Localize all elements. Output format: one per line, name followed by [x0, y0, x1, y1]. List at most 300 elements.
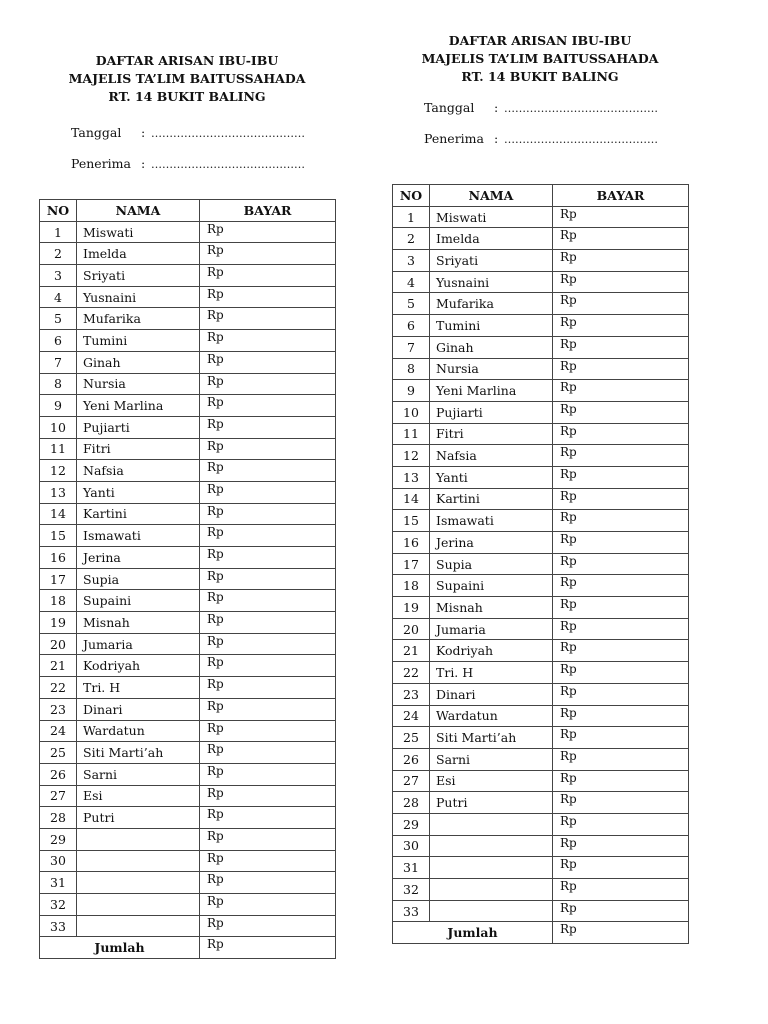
meta-fields	[39, 125, 335, 187]
member-table	[392, 184, 689, 944]
table-row	[40, 525, 336, 547]
penerima-label: Penerima	[71, 156, 131, 171]
table-row	[393, 358, 689, 380]
table-row	[393, 575, 689, 597]
table-row	[393, 770, 689, 792]
row-number: 17	[40, 568, 77, 590]
row-name: Yusnaini	[77, 286, 200, 308]
row-number: 7	[40, 351, 77, 373]
row-name: Imelda	[430, 228, 553, 250]
table-row	[40, 438, 336, 460]
sheet-heading	[392, 32, 688, 86]
row-bayar[interactable]: Rp	[553, 445, 689, 467]
row-bayar[interactable]: Rp	[553, 792, 689, 814]
row-name	[430, 835, 553, 857]
row-name: Tri. H	[430, 662, 553, 684]
table-row	[393, 423, 689, 445]
row-number: 1	[393, 206, 430, 228]
table-row	[40, 872, 336, 894]
table-row	[393, 748, 689, 770]
row-bayar[interactable]: Rp	[200, 894, 336, 916]
row-bayar[interactable]: Rp	[200, 286, 336, 308]
row-number: 20	[40, 633, 77, 655]
row-number: 4	[393, 271, 430, 293]
row-bayar[interactable]: Rp	[553, 315, 689, 337]
row-name: Putri	[77, 807, 200, 829]
title-line-2: MAJELIS TA’LIM BAITUSSAHADA	[421, 51, 659, 66]
row-number: 9	[393, 380, 430, 402]
row-name: Dinari	[77, 698, 200, 720]
table-row	[393, 835, 689, 857]
tanggal-separator: :	[141, 125, 146, 140]
row-number: 17	[393, 553, 430, 575]
row-number: 9	[40, 395, 77, 417]
row-bayar[interactable]: Rp	[200, 655, 336, 677]
row-name: Jerina	[77, 547, 200, 569]
row-number: 30	[40, 850, 77, 872]
table-row	[40, 330, 336, 352]
row-name: Fitri	[430, 423, 553, 445]
total-label: Jumlah	[40, 937, 200, 959]
title-line-1: DAFTAR ARISAN IBU-IBU	[448, 33, 632, 48]
row-bayar[interactable]: Rp	[553, 510, 689, 532]
row-name: Sriyati	[430, 250, 553, 272]
header-no: NO	[40, 200, 77, 222]
row-bayar[interactable]: Rp	[553, 597, 689, 619]
row-bayar[interactable]: Rp	[553, 662, 689, 684]
table-row	[393, 683, 689, 705]
row-name: Miswati	[77, 221, 200, 243]
table-row	[40, 481, 336, 503]
row-bayar[interactable]: Rp	[200, 221, 336, 243]
row-number: 5	[40, 308, 77, 330]
row-name: Yeni Marlina	[430, 380, 553, 402]
row-name: Miswati	[430, 206, 553, 228]
penerima-label: Penerima	[424, 131, 484, 146]
row-number: 31	[40, 872, 77, 894]
row-bayar[interactable]: Rp	[553, 380, 689, 402]
row-name: Jerina	[430, 532, 553, 554]
row-name: Kartini	[430, 488, 553, 510]
row-name: Nafsia	[430, 445, 553, 467]
row-bayar[interactable]: Rp	[200, 742, 336, 764]
table-row	[40, 590, 336, 612]
table-row	[393, 553, 689, 575]
row-number: 16	[40, 547, 77, 569]
tanggal-separator: :	[494, 100, 499, 115]
header-bayar: BAYAR	[553, 185, 689, 207]
row-number: 16	[393, 532, 430, 554]
sheet-heading	[39, 52, 335, 106]
row-name	[430, 900, 553, 922]
row-number: 2	[393, 228, 430, 250]
table-row	[40, 894, 336, 916]
member-rows	[393, 206, 689, 922]
row-number: 25	[40, 742, 77, 764]
table-header-row	[393, 185, 689, 207]
row-number: 32	[40, 894, 77, 916]
row-bayar[interactable]: Rp	[553, 879, 689, 901]
row-number: 33	[40, 915, 77, 937]
row-bayar[interactable]: Rp	[553, 336, 689, 358]
total-bayar[interactable]: Rp	[200, 937, 336, 959]
header-nama: NAMA	[77, 200, 200, 222]
row-bayar[interactable]: Rp	[200, 915, 336, 937]
table-row	[393, 293, 689, 315]
row-number: 12	[393, 445, 430, 467]
tanggal-label: Tanggal	[71, 125, 122, 140]
row-number: 13	[393, 466, 430, 488]
row-number: 15	[393, 510, 430, 532]
table-row	[393, 488, 689, 510]
row-number: 28	[393, 792, 430, 814]
table-row	[393, 206, 689, 228]
row-bayar[interactable]: Rp	[553, 705, 689, 727]
table-row	[40, 373, 336, 395]
table-row	[40, 633, 336, 655]
row-bayar[interactable]: Rp	[200, 351, 336, 373]
row-name: Yeni Marlina	[77, 395, 200, 417]
table-row	[40, 395, 336, 417]
table-row	[393, 857, 689, 879]
table-row	[40, 915, 336, 937]
row-bayar[interactable]: Rp	[200, 828, 336, 850]
row-bayar[interactable]: Rp	[553, 401, 689, 423]
arisan-sheet-left	[39, 52, 335, 959]
title-line-1: DAFTAR ARISAN IBU-IBU	[95, 53, 279, 68]
row-bayar[interactable]: Rp	[553, 857, 689, 879]
arisan-sheet-right	[392, 32, 688, 944]
row-bayar[interactable]: Rp	[200, 612, 336, 634]
row-name: Nursia	[77, 373, 200, 395]
penerima-row	[392, 131, 688, 162]
row-bayar[interactable]: Rp	[553, 640, 689, 662]
penerima-blank[interactable]: ……………………………………	[151, 158, 305, 171]
tanggal-blank[interactable]: ……………………………………	[504, 102, 658, 115]
row-name: Dinari	[430, 683, 553, 705]
row-bayar[interactable]: Rp	[553, 358, 689, 380]
table-row	[40, 677, 336, 699]
row-name: Ismawati	[430, 510, 553, 532]
row-name: Yusnaini	[430, 271, 553, 293]
row-bayar[interactable]: Rp	[553, 727, 689, 749]
row-name: Sarni	[77, 763, 200, 785]
row-bayar[interactable]: Rp	[200, 872, 336, 894]
table-row	[40, 698, 336, 720]
row-number: 1	[40, 221, 77, 243]
total-row	[40, 937, 336, 959]
row-name	[77, 828, 200, 850]
row-bayar[interactable]: Rp	[200, 330, 336, 352]
penerima-separator: :	[494, 131, 499, 146]
row-name: Pujiarti	[430, 401, 553, 423]
row-name: Supia	[77, 568, 200, 590]
table-row	[393, 380, 689, 402]
tanggal-blank[interactable]: ……………………………………	[151, 127, 305, 140]
meta-fields	[392, 100, 688, 162]
table-row	[40, 265, 336, 287]
table-row	[393, 705, 689, 727]
row-name: Supaini	[430, 575, 553, 597]
row-name: Ismawati	[77, 525, 200, 547]
row-number: 26	[40, 763, 77, 785]
row-number: 6	[40, 330, 77, 352]
row-bayar[interactable]: Rp	[200, 243, 336, 265]
row-number: 29	[393, 813, 430, 835]
table-row	[393, 401, 689, 423]
table-row	[40, 286, 336, 308]
table-row	[393, 228, 689, 250]
table-row	[393, 813, 689, 835]
row-number: 21	[40, 655, 77, 677]
table-row	[393, 597, 689, 619]
row-name: Supia	[430, 553, 553, 575]
row-bayar[interactable]: Rp	[200, 807, 336, 829]
table-row	[40, 568, 336, 590]
row-number: 8	[40, 373, 77, 395]
row-name: Nafsia	[77, 460, 200, 482]
row-bayar[interactable]: Rp	[553, 553, 689, 575]
row-name: Siti Marti’ah	[430, 727, 553, 749]
row-number: 14	[393, 488, 430, 510]
row-name	[430, 813, 553, 835]
row-number: 12	[40, 460, 77, 482]
header-no: NO	[393, 185, 430, 207]
row-bayar[interactable]: Rp	[200, 763, 336, 785]
table-row	[393, 445, 689, 467]
table-row	[40, 221, 336, 243]
table-row	[40, 308, 336, 330]
row-bayar[interactable]: Rp	[200, 850, 336, 872]
table-row	[40, 655, 336, 677]
row-bayar[interactable]: Rp	[200, 460, 336, 482]
row-name: Sriyati	[77, 265, 200, 287]
tanggal-row	[39, 125, 335, 156]
row-bayar[interactable]: Rp	[200, 590, 336, 612]
table-row	[40, 850, 336, 872]
table-row	[393, 466, 689, 488]
row-bayar[interactable]: Rp	[553, 250, 689, 272]
table-row	[393, 727, 689, 749]
penerima-blank[interactable]: ……………………………………	[504, 133, 658, 146]
penerima-row	[39, 156, 335, 187]
row-name: Kodriyah	[77, 655, 200, 677]
row-bayar[interactable]: Rp	[200, 395, 336, 417]
row-number: 11	[393, 423, 430, 445]
table-row	[40, 763, 336, 785]
row-number: 22	[393, 662, 430, 684]
header-bayar: BAYAR	[200, 200, 336, 222]
row-name: Ginah	[77, 351, 200, 373]
row-bayar[interactable]: Rp	[553, 532, 689, 554]
row-name: Tumini	[77, 330, 200, 352]
row-number: 15	[40, 525, 77, 547]
table-row	[393, 250, 689, 272]
table-row	[40, 612, 336, 634]
row-bayar[interactable]: Rp	[553, 748, 689, 770]
table-row	[393, 640, 689, 662]
row-number: 23	[393, 683, 430, 705]
row-number: 8	[393, 358, 430, 380]
table-row	[40, 503, 336, 525]
table-row	[393, 662, 689, 684]
row-bayar[interactable]: Rp	[200, 438, 336, 460]
tanggal-label: Tanggal	[424, 100, 475, 115]
row-bayar[interactable]: Rp	[200, 308, 336, 330]
row-bayar[interactable]: Rp	[200, 373, 336, 395]
row-bayar[interactable]: Rp	[553, 488, 689, 510]
row-number: 21	[393, 640, 430, 662]
row-name	[77, 850, 200, 872]
row-name: Imelda	[77, 243, 200, 265]
total-row	[393, 922, 689, 944]
member-rows	[40, 221, 336, 937]
tanggal-row	[392, 100, 688, 131]
total-bayar[interactable]: Rp	[553, 922, 689, 944]
row-bayar[interactable]: Rp	[200, 633, 336, 655]
row-number: 10	[393, 401, 430, 423]
row-bayar[interactable]: Rp	[200, 698, 336, 720]
row-number: 33	[393, 900, 430, 922]
row-number: 2	[40, 243, 77, 265]
row-number: 25	[393, 727, 430, 749]
row-name: Sarni	[430, 748, 553, 770]
row-number: 24	[393, 705, 430, 727]
row-number: 13	[40, 481, 77, 503]
row-name: Esi	[430, 770, 553, 792]
row-bayar[interactable]: Rp	[553, 423, 689, 445]
row-bayar[interactable]: Rp	[553, 228, 689, 250]
row-name: Supaini	[77, 590, 200, 612]
title-line-3: RT. 14 BUKIT BALING	[461, 69, 619, 84]
table-row	[393, 792, 689, 814]
row-name: Fitri	[77, 438, 200, 460]
row-number: 24	[40, 720, 77, 742]
title-line-3: RT. 14 BUKIT BALING	[108, 89, 266, 104]
row-number: 18	[393, 575, 430, 597]
row-number: 5	[393, 293, 430, 315]
table-row	[40, 828, 336, 850]
row-name	[77, 894, 200, 916]
row-number: 6	[393, 315, 430, 337]
row-bayar[interactable]: Rp	[200, 416, 336, 438]
table-row	[393, 510, 689, 532]
row-bayar[interactable]: Rp	[200, 547, 336, 569]
row-name: Yanti	[77, 481, 200, 503]
penerima-separator: :	[141, 156, 146, 171]
row-name	[430, 879, 553, 901]
table-row	[393, 336, 689, 358]
row-name: Ginah	[430, 336, 553, 358]
row-bayar[interactable]: Rp	[553, 271, 689, 293]
row-number: 30	[393, 835, 430, 857]
total-label: Jumlah	[393, 922, 553, 944]
row-bayar[interactable]: Rp	[200, 503, 336, 525]
table-row	[40, 351, 336, 373]
row-bayar[interactable]: Rp	[200, 568, 336, 590]
table-row	[40, 243, 336, 265]
title-line-2: MAJELIS TA’LIM BAITUSSAHADA	[68, 71, 306, 86]
row-number: 28	[40, 807, 77, 829]
row-bayar[interactable]: Rp	[553, 575, 689, 597]
row-bayar[interactable]: Rp	[553, 466, 689, 488]
row-number: 11	[40, 438, 77, 460]
row-name: Kodriyah	[430, 640, 553, 662]
row-number: 19	[40, 612, 77, 634]
row-bayar[interactable]: Rp	[553, 683, 689, 705]
row-number: 20	[393, 618, 430, 640]
row-bayar[interactable]: Rp	[200, 720, 336, 742]
table-row	[40, 785, 336, 807]
table-row	[393, 315, 689, 337]
row-number: 22	[40, 677, 77, 699]
row-bayar[interactable]: Rp	[553, 900, 689, 922]
row-number: 14	[40, 503, 77, 525]
row-number: 4	[40, 286, 77, 308]
row-number: 27	[40, 785, 77, 807]
row-number: 18	[40, 590, 77, 612]
row-name	[77, 872, 200, 894]
row-number: 27	[393, 770, 430, 792]
row-bayar[interactable]: Rp	[200, 481, 336, 503]
table-row	[393, 879, 689, 901]
row-number: 32	[393, 879, 430, 901]
row-name: Jumaria	[77, 633, 200, 655]
table-row	[40, 460, 336, 482]
row-name: Mufarika	[430, 293, 553, 315]
row-number: 26	[393, 748, 430, 770]
table-row	[40, 547, 336, 569]
row-bayar[interactable]: Rp	[553, 293, 689, 315]
table-row	[40, 416, 336, 438]
row-bayar[interactable]: Rp	[553, 770, 689, 792]
member-table	[39, 199, 336, 959]
table-row	[393, 271, 689, 293]
table-row	[393, 900, 689, 922]
row-number: 23	[40, 698, 77, 720]
row-name: Tumini	[430, 315, 553, 337]
row-name: Mufarika	[77, 308, 200, 330]
row-bayar[interactable]: Rp	[553, 206, 689, 228]
row-name: Nursia	[430, 358, 553, 380]
row-bayar[interactable]: Rp	[553, 835, 689, 857]
row-name: Misnah	[430, 597, 553, 619]
row-name: Yanti	[430, 466, 553, 488]
row-name	[430, 857, 553, 879]
row-name: Kartini	[77, 503, 200, 525]
row-number: 19	[393, 597, 430, 619]
row-bayar[interactable]: Rp	[553, 813, 689, 835]
row-bayar[interactable]: Rp	[200, 265, 336, 287]
row-number: 3	[40, 265, 77, 287]
row-name: Putri	[430, 792, 553, 814]
row-name: Wardatun	[430, 705, 553, 727]
row-name: Pujiarti	[77, 416, 200, 438]
table-row	[40, 720, 336, 742]
row-bayar[interactable]: Rp	[200, 677, 336, 699]
row-name: Wardatun	[77, 720, 200, 742]
row-name: Esi	[77, 785, 200, 807]
row-number: 7	[393, 336, 430, 358]
row-name	[77, 915, 200, 937]
row-number: 31	[393, 857, 430, 879]
row-bayar[interactable]: Rp	[200, 525, 336, 547]
row-number: 3	[393, 250, 430, 272]
header-nama: NAMA	[430, 185, 553, 207]
row-bayar[interactable]: Rp	[553, 618, 689, 640]
row-name: Misnah	[77, 612, 200, 634]
row-bayar[interactable]: Rp	[200, 785, 336, 807]
